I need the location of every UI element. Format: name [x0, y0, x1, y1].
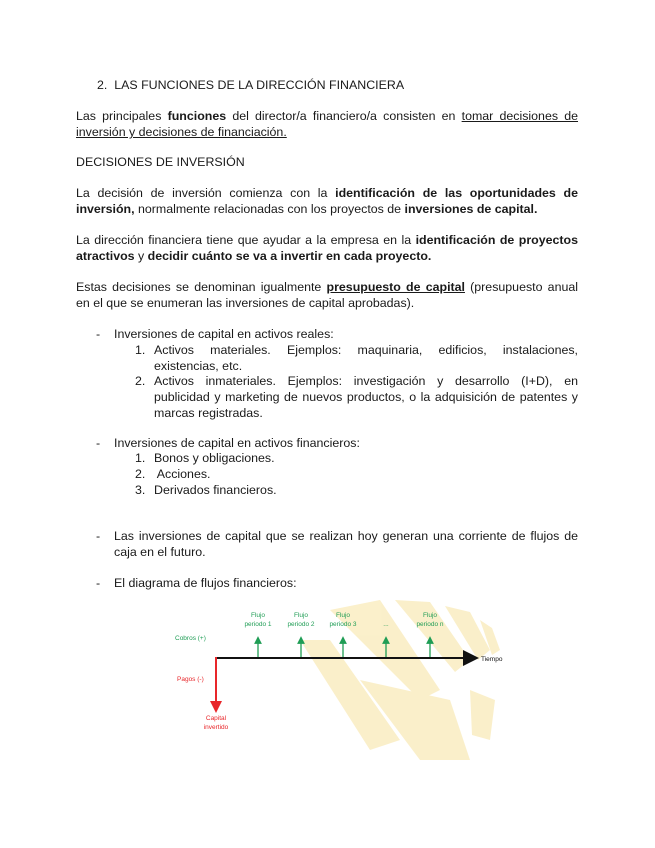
para2-bold-1: identificación de proyectos atractivos	[76, 233, 578, 263]
sublist-number: 1.	[135, 451, 146, 465]
periodo-n-label: periodo n	[416, 621, 444, 628]
sublist-item-bonos: Bonos y obligaciones.	[154, 451, 275, 465]
tiempo-label: Tiempo	[481, 656, 503, 663]
list-dash: -	[96, 436, 101, 450]
periodo-1-label: periodo 1	[244, 621, 272, 628]
list-item-activos-financieros: Inversiones de capital en activos financieros:	[114, 436, 360, 450]
sublist-number: 2.	[135, 467, 146, 481]
list-item-flujos-caja: Las inversiones de capital que se realizan hoy generan una corriente de flujos de caja en el futuro.	[114, 529, 578, 559]
intro-text-2: del director/a financiero/a consisten en	[226, 109, 462, 123]
section-number: 2.	[97, 78, 108, 92]
list-item-activos-reales: Inversiones de capital en activos reales:	[114, 327, 334, 341]
flujo-2-label: Flujo	[293, 612, 309, 619]
intro-underlined: tomar decisiones de inversión y decisiones de financiación.	[76, 109, 579, 139]
list-item-diagrama: El diagrama de flujos financieros:	[114, 576, 297, 590]
periodo-3-label: periodo 3	[329, 621, 357, 628]
sublist-item-derivados: Derivados financieros.	[154, 483, 277, 497]
para1-text-1: La decisión de inversión comienza con la	[76, 186, 336, 200]
flujo-1-label: Flujo	[250, 612, 266, 619]
para1-bold-2: inversiones de capital.	[404, 202, 538, 216]
subheading-decisiones: DECISIONES DE INVERSIÓN	[76, 155, 245, 169]
para1-text-2: normalmente relacionadas con los proyectos de	[134, 202, 405, 216]
flujo-n-label: Flujo	[422, 612, 438, 619]
para2-text-2: y	[134, 249, 148, 263]
sublist-item-inmateriales: Activos inmateriales. Ejemplos: investigación y desarrollo (I+D), en publicidad y marketing de nuevos productos, o la adquisición de patentes y marcas registradas.	[154, 374, 578, 420]
para3-bold-underlined: presupuesto de capital	[326, 280, 465, 294]
list-dash: -	[96, 327, 101, 341]
para3-text-1: Estas decisiones se denominan igualmente	[76, 280, 327, 294]
section-title: LAS FUNCIONES DE LA DIRECCIÓN FINANCIERA	[114, 78, 405, 92]
sublist-number: 3.	[135, 483, 146, 497]
sublist-number: 2.	[135, 374, 146, 388]
sublist-number: 1.	[135, 343, 146, 357]
sublist-item-acciones: Acciones.	[154, 467, 211, 481]
para2-bold-2: decidir cuánto se va a invertir en cada proyecto.	[147, 249, 432, 263]
para2-text-1: La dirección financiera tiene que ayudar a la empresa en la	[76, 233, 416, 247]
para3-text-2: (presupuesto anual en el que se enumeran las inversiones de capital aprobadas).	[76, 280, 578, 310]
capital-label: Capital	[205, 715, 227, 722]
list-dash: -	[96, 529, 101, 543]
intro-text-1: Las principales	[76, 109, 168, 123]
pagos-label: Pagos (-)	[177, 676, 204, 683]
flujo-3-label: Flujo	[335, 612, 351, 619]
sublist-item-materiales: Activos materiales. Ejemplos: maquinaria, edificios, instalaciones, existencias, etc.	[154, 343, 578, 373]
list-dash: -	[96, 576, 101, 590]
intro-bold-funciones: funciones	[167, 109, 227, 123]
invertido-label: invertido	[203, 724, 229, 731]
cobros-label: Cobros (+)	[175, 635, 206, 642]
ellipsis-label: ...	[383, 621, 389, 628]
para1-bold-1: identificación de las oportunidades de inversión,	[76, 186, 578, 216]
periodo-2-label: periodo 2	[287, 621, 315, 628]
